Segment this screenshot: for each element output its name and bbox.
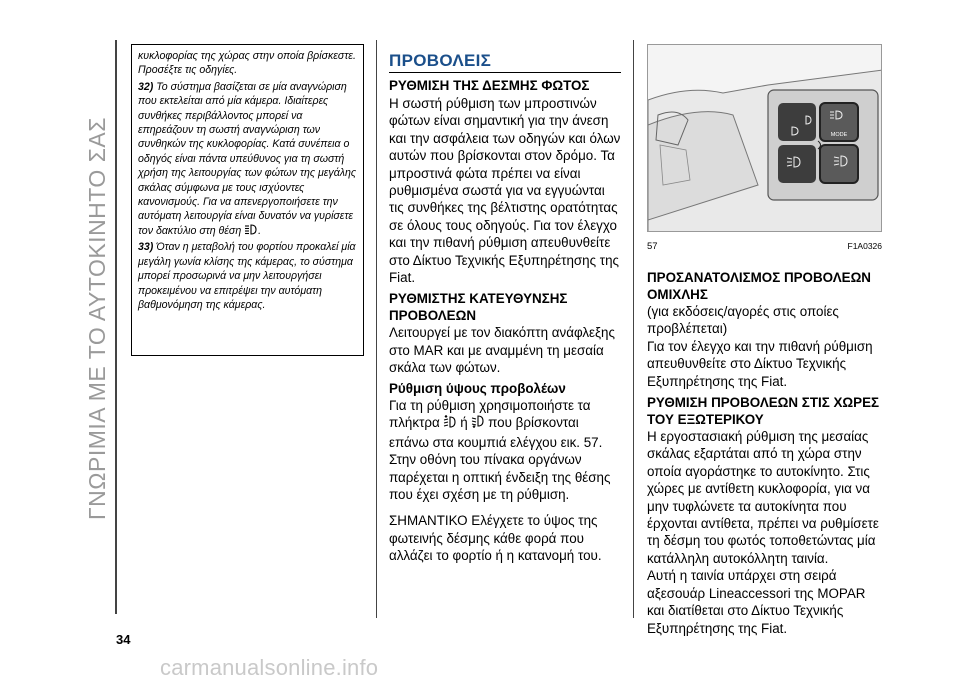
figure-57-control-buttons bbox=[647, 44, 882, 232]
page-number: 34 bbox=[116, 632, 131, 647]
column-fog-lights bbox=[647, 270, 882, 637]
subheading-abroad-adjustment: ΡΥΘΜΙΣΗ ΠΡΟΒΟΛΕΩΝ ΣΤΙΣ ΧΩΡΕΣ ΤΟΥ ΕΞΩΤΕΡΙΚΟΥ bbox=[647, 395, 880, 427]
auto-high-beam-icon bbox=[244, 224, 258, 238]
note-number-33: 33) bbox=[138, 241, 154, 254]
mode-button-label: MODE bbox=[830, 132, 848, 138]
note-paragraph-2: 32) Το σύστημα βασίζεται σε μία αναγνώριση που εκτελείται από μία κάμερα. Ιδιαίτερες συνθήκες περιβάλλοντος μπορεί να επηρεάζουν τη σωστή αναγνώριση των συνθηκών της κυκλοφορίας. Κατά συνέπεια ο οδηγός είναι πάντα υπεύθυνος για τη σωστή χρήση της λειτουργίας των φώτων της μεγάλης σκάλας σύμφωνα με τους ισχύοντες κανονισμούς. Για να απενεργοποιήσετε την αυτόματη λειτουργία είναι δυνατόν να γυρίσετε τον δακτύλιο στη θέση . bbox=[138, 80, 357, 237]
note-paragraph-1: κυκλοφορίας της χώρας στην οποία βρίσκεστε. Προσέξτε τις οδηγίες. bbox=[138, 50, 356, 77]
section-heading-headlights: ΠΡΟΒΟΛΕΙΣ bbox=[389, 52, 621, 73]
subheading-beam-adjustment: ΡΥΘΜΙΣΗ ΤΗΣ ΔΕΣΜΗΣ ΦΩΤΟΣ bbox=[389, 78, 590, 94]
note-box bbox=[131, 44, 364, 356]
figure-caption bbox=[647, 241, 882, 252]
note-text-33: Όταν η μεταβολή του φορτίου προκαλεί μία μεγάλη γωνία κλίσης της κάμερας, το σύστημα μπορεί προσωρινά να μην λειτουργήσει προκειμένου να επιτρέψει την αυτόματη βαθμονόμηση της κάμερας. bbox=[138, 241, 356, 311]
dashboard-indication-text: Στην οθόνη του πίνακα οργάνων παρέχεται η οπτική ένδειξη της θέσης που έχει σχέση με τη ρύθμιση. bbox=[389, 452, 611, 503]
mopar-tape-text: Αυτή η ταινία υπάρχει στη σειρά αξεσουάρ Lineaccessori της MOPAR και διατίθεται στο Δίκτυο Τεχνικής Εξυπηρέτησης της Fiat. bbox=[647, 568, 866, 636]
figure-number: 57 bbox=[647, 241, 658, 252]
column-divider-1 bbox=[376, 40, 377, 618]
height-adjustment-text bbox=[389, 397, 621, 451]
left-divider bbox=[115, 40, 117, 614]
height-adjustment-text-a: Για τη ρύθμιση χρησιμοποιήστε τα πλήκτρα bbox=[389, 398, 591, 431]
important-note: ΣΗΜΑΝΤΙΚΟ Ελέγχετε το ύψος της φωτεινής δέσμης κάθε φορά που αλλάζει το φορτίο ή η κατανομή του. bbox=[389, 513, 602, 564]
beam-down-icon bbox=[471, 415, 484, 433]
figure-code: F1A0326 bbox=[847, 241, 882, 251]
beam-up-icon bbox=[443, 415, 456, 433]
watermark: carmanualsonline.info bbox=[160, 655, 379, 680]
subheading-headlight-aligner: ΡΥΘΜΙΣΤΗΣ ΚΑΤΕΥΘΥΝΣΗΣ ΠΡΟΒΟΛΕΩΝ bbox=[389, 291, 568, 323]
height-adjustment-or: ή bbox=[460, 415, 468, 431]
side-chapter-title-text: ΓΝΩΡΙΜΙΑ ΜΕ ΤΟ ΑΥΤΟΚΙΝΗΤΟ ΣΑΣ bbox=[83, 117, 110, 520]
fog-lights-availability: (για εκδόσεις/αγορές στις οποίες προβλέπεται) bbox=[647, 304, 839, 337]
subheading-height-adjustment: Ρύθμιση ύψους προβολέων bbox=[389, 380, 566, 396]
column-headlights bbox=[389, 52, 621, 565]
subheading-fog-lights: ΠΡΟΣΑΝΑΤΟΛΙΣΜΟΣ ΠΡΟΒΟΛΕΩΝ ΟΜΙΧΛΗΣ bbox=[647, 270, 871, 302]
column-divider-2 bbox=[633, 40, 634, 618]
control-panel-illustration bbox=[648, 45, 882, 232]
note-number-32: 32) bbox=[138, 80, 154, 93]
headlight-aligner-text: Λειτουργεί με τον διακόπτη ανάφλεξης στο MAR και με αναμμένη τη μεσαία σκάλα των φώτων. bbox=[389, 325, 615, 376]
note-text-32: Το σύστημα βασίζεται σε μία αναγνώριση που εκτελείται από μία κάμερα. Ιδιαίτερες συνθήκες περιβάλλοντος μπορεί να επηρεάζουν τη σωστή αναγνώριση των συνθηκών της κυκλοφορίας. Κατά συνέπεια ο οδηγός είναι πάντα υπεύθυνος για τη σωστή χρήση της λειτουργίας των φώτων της μεγάλης σκάλας σύμφωνα με τους ισχύοντες κανονισμούς. Για να απενεργοποιήσετε την αυτόματη λειτουργία είναι δυνατόν να γυρίσετε τον δακτύλιο στη θέση bbox=[138, 80, 357, 237]
side-chapter-title bbox=[82, 42, 112, 622]
fog-lights-service-text: Για τον έλεγχο και την πιθανή ρύθμιση απευθυνθείτε στο Δίκτυο Τεχνικής Εξυπηρέτησης της Fiat. bbox=[647, 338, 873, 389]
abroad-adjustment-text: Η εργοστασιακή ρύθμιση της μεσαίας σκάλας εξαρτάται από τη χώρα στην οποία αγοράστηκε το αυτοκίνητο. Στις χώρες με αντίθετη κυκλοφορία, για να μην τυφλώνετε τα αυτοκίνητα που έρχονται αντίθετα, πρέπει να ρυθμίσετε τη δέσμη του φωτός τοποθετώντας μία κατάλληλη αυτοκόλλητη ταινία. bbox=[647, 429, 879, 566]
height-adjustment-text-b: που βρίσκονται επάνω στα κουμπιά ελέγχου εικ. 57. bbox=[389, 415, 603, 450]
note-paragraph-3 bbox=[138, 240, 357, 312]
beam-adjustment-text: Η σωστή ρύθμιση των μπροστινών φώτων είναι σημαντική για την άνεση και την ασφάλεια των οδηγών και όλων αυτών που βρίσκονται στον δρόμο. Τα μπροστινά φώτα πρέπει να είναι ρυθμισμένα σωστά για να εγγυώνται τις συνθήκες της βέλτιστης ορατότητας σε όλους τους οδηγούς. Για τον έλεγχο και την πιθανή ρύθμιση απευθυνθείτε στο Δίκτυο Τεχνικής Εξυπηρέτησης της Fiat. bbox=[389, 95, 621, 285]
